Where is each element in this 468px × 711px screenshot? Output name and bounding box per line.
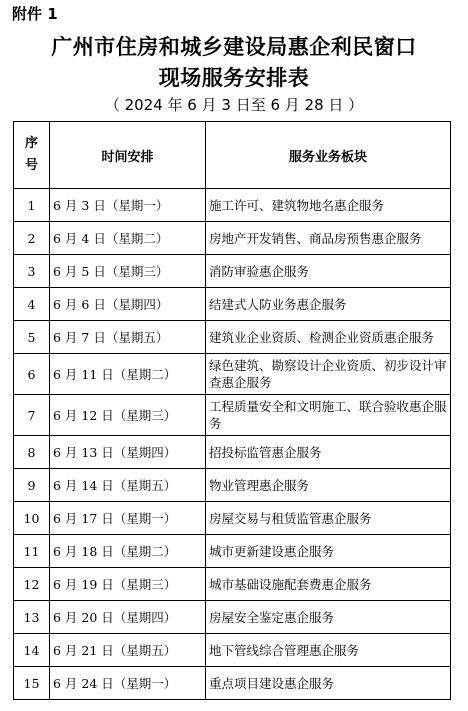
- row-service: 房屋交易与租赁监管惠企服务: [206, 502, 451, 535]
- table-row: [14, 601, 451, 634]
- row-service: 城市更新建设惠企服务: [206, 535, 451, 568]
- table-row: [14, 469, 451, 502]
- table-row: [14, 321, 451, 354]
- header-time: 时间安排: [50, 122, 206, 189]
- table-row: [14, 568, 451, 601]
- row-service: 地下管线综合管理惠企服务: [206, 634, 451, 667]
- header-service: 服务业务板块: [206, 122, 451, 189]
- row-time: 6 月 18 日（星期二）: [50, 535, 206, 568]
- row-service: 消防审验惠企服务: [206, 255, 451, 288]
- row-number: 1: [14, 189, 50, 222]
- row-service: 招投标监管惠企服务: [206, 436, 451, 469]
- table-row: [14, 535, 451, 568]
- table-row: [14, 395, 451, 436]
- row-number: 15: [14, 667, 50, 700]
- document-title-line-1: 广州市住房和城乡建设局惠企利民窗口: [51, 34, 417, 59]
- table-row: [14, 634, 451, 667]
- header-serial-bottom: 号: [24, 158, 38, 173]
- row-service: 施工许可、建筑物地名惠企服务: [206, 189, 451, 222]
- row-time: 6 月 12 日（星期三）: [50, 395, 206, 436]
- row-time: 6 月 14 日（星期五）: [50, 469, 206, 502]
- table-row: [14, 288, 451, 321]
- row-time: 6 月 6 日（星期四）: [50, 288, 206, 321]
- row-service: 城市基础设施配套费惠企服务: [206, 568, 451, 601]
- row-number: 7: [14, 395, 50, 436]
- row-time: 6 月 19 日（星期三）: [50, 568, 206, 601]
- row-time: 6 月 20 日（星期四）: [50, 601, 206, 634]
- row-service: 结建式人防业务惠企服务: [206, 288, 451, 321]
- table-row: [14, 222, 451, 255]
- row-time: 6 月 7 日（星期五）: [50, 321, 206, 354]
- date-range: （ 2024 年 6 月 3 日至 6 月 28 日 ）: [104, 96, 364, 114]
- row-number: 12: [14, 568, 50, 601]
- row-service: 房屋安全鉴定惠企服务: [206, 601, 451, 634]
- row-time: 6 月 17 日（星期一）: [50, 502, 206, 535]
- row-number: 13: [14, 601, 50, 634]
- row-number: 3: [14, 255, 50, 288]
- row-time: 6 月 13 日（星期四）: [50, 436, 206, 469]
- row-service: 建筑业企业资质、检测企业资质惠企服务: [206, 321, 451, 354]
- row-time: 6 月 21 日（星期五）: [50, 634, 206, 667]
- table-row: [14, 436, 451, 469]
- row-time: 6 月 24 日（星期一）: [50, 667, 206, 700]
- attachment-label: 附件 1: [12, 5, 58, 23]
- row-service: 房地产开发销售、商品房预售惠企服务: [206, 222, 451, 255]
- row-time: 6 月 3 日（星期一）: [50, 189, 206, 222]
- schedule-table: [13, 121, 451, 700]
- header-serial-number: [14, 122, 50, 189]
- row-number: 8: [14, 436, 50, 469]
- table-row: [14, 189, 451, 222]
- row-service: 工程质量安全和文明施工、联合验收惠企服务: [206, 395, 451, 436]
- row-time: 6 月 4 日（星期二）: [50, 222, 206, 255]
- row-service: 物业管理惠企服务: [206, 469, 451, 502]
- document-title-line-2: 现场服务安排表: [158, 65, 310, 90]
- row-number: 2: [14, 222, 50, 255]
- header-serial-top: 序: [24, 136, 38, 151]
- table-header-row: [14, 122, 451, 189]
- table-row: [14, 255, 451, 288]
- row-time: 6 月 11 日（星期二）: [50, 354, 206, 395]
- row-service: 绿色建筑、勘察设计企业资质、初步设计审查惠企服务: [206, 354, 451, 395]
- row-number: 11: [14, 535, 50, 568]
- table-row: [14, 354, 451, 395]
- row-number: 9: [14, 469, 50, 502]
- table-row: [14, 502, 451, 535]
- row-time: 6 月 5 日（星期三）: [50, 255, 206, 288]
- row-number: 6: [14, 354, 50, 395]
- row-number: 10: [14, 502, 50, 535]
- row-service: 重点项目建设惠企服务: [206, 667, 451, 700]
- table-row: [14, 667, 451, 700]
- row-number: 4: [14, 288, 50, 321]
- row-number: 14: [14, 634, 50, 667]
- row-number: 5: [14, 321, 50, 354]
